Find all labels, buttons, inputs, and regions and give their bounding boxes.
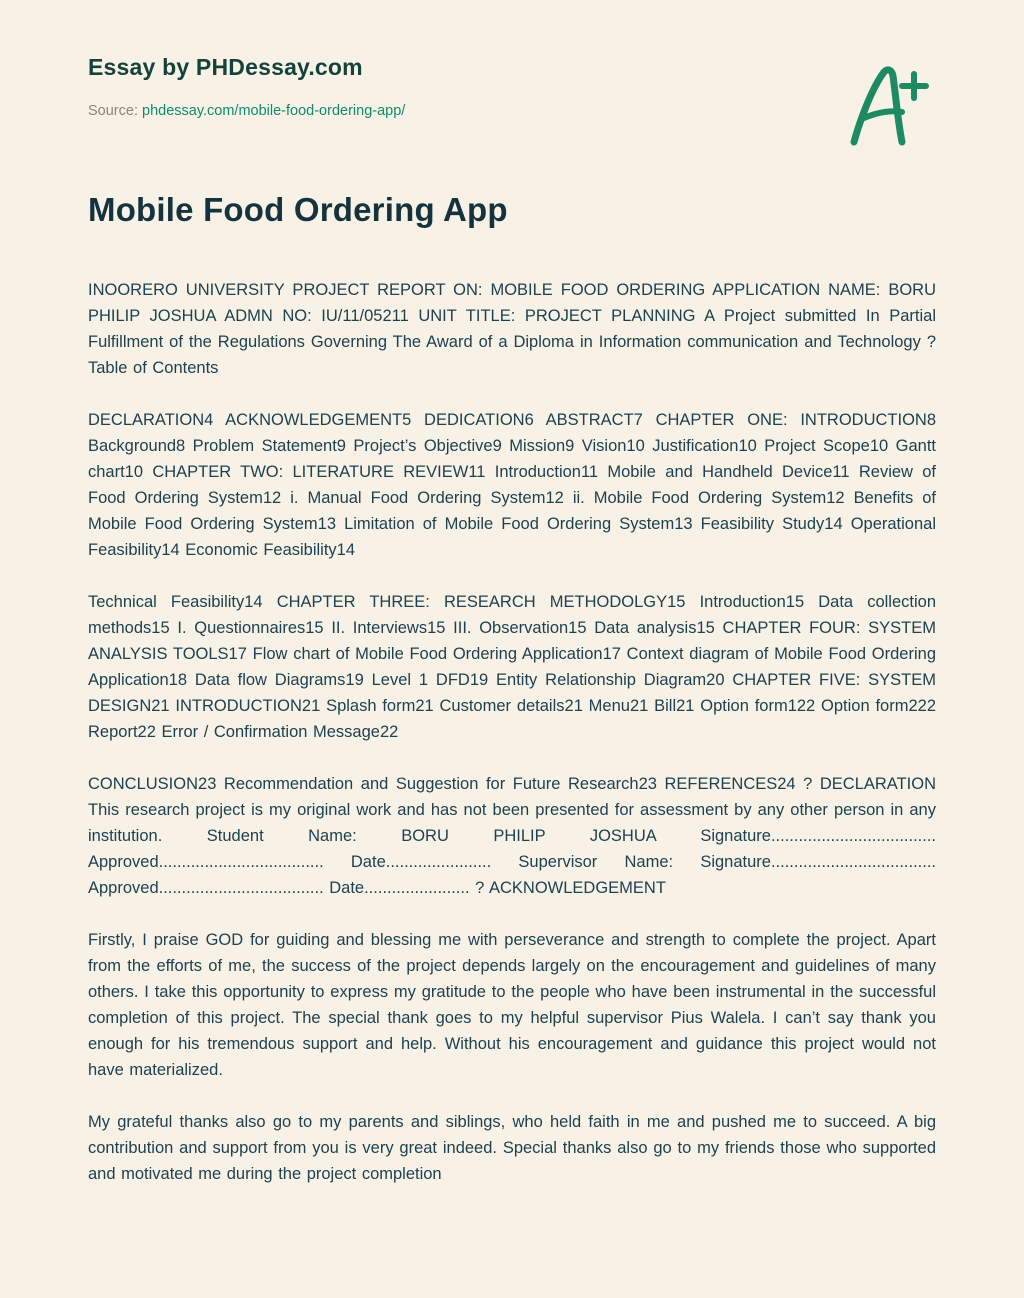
paragraph: CONCLUSION23 Recommendation and Suggestion for Future Research23 REFERENCES24 ? DECLARATION This research project is my original work and has not been presented for assessment by any other person in any institution. Student Name: BORU PHILIP JOSHUA Signature.................................... Approved.................................... Date....................... Supervisor Name: Signature.................................... Approved.................................... Date....................... ? ACKNOWLEDGEMENT — [88, 775, 936, 897]
article-body — [88, 277, 936, 1187]
source-row — [88, 103, 936, 119]
paragraph: INOORERO UNIVERSITY PROJECT REPORT ON: MOBILE FOOD ORDERING APPLICATION NAME: BORU PHILIP JOSHUA ADMN NO: IU/11/05211 UNIT TITLE: PROJECT PLANNING A Project submitted In Partial Fulfillment of the Regulations Governing The Award of a Diploma in Information communication and Technology ? Table of Contents — [88, 281, 936, 377]
a-plus-logo-icon — [840, 60, 936, 156]
phdessay-logo[interactable] — [840, 60, 936, 156]
source-label: Source: — [88, 103, 138, 119]
paragraph: Technical Feasibility14 CHAPTER THREE: RESEARCH METHODOLGY15 Introduction15 Data collection methods15 I. Questionnaires15 II. Interviews15 III. Observation15 Data analysis15 CHAPTER FOUR: SYSTEM ANALYSIS TOOLS17 Flow chart of Mobile Food Ordering Application17 Context diagram of Mobile Food Ordering Application18 Data flow Diagrams19 Level 1 DFD19 Entity Relationship Diagram20 CHAPTER FIVE: SYSTEM DESIGN21 INTRODUCTION21 Splash form21 Customer details21 Menu21 Bill21 Option form122 Option form222 Report22 Error / Confirmation Message22 — [88, 593, 936, 741]
page-title: Mobile Food Ordering App — [88, 191, 508, 228]
paragraph: DECLARATION4 ACKNOWLEDGEMENT5 DEDICATION6 ABSTRACT7 CHAPTER ONE: INTRODUCTION8 Background8 Problem Statement9 Project’s Objective9 Mission9 Vision10 Justification10 Project Scope10 Gantt chart10 CHAPTER TWO: LITERATURE REVIEW11 Introduction11 Mobile and Handheld Device11 Review of Food Ordering System12 i. Manual Food Ordering System12 ii. Mobile Food Ordering System12 Benefits of Mobile Food Ordering System13 Limitation of Mobile Food Ordering System13 Feasibility Study14 Operational Feasibility14 Economic Feasibility14 — [88, 411, 936, 559]
essay-byline: Essay by PHDessay.com — [88, 54, 363, 80]
source-link[interactable]: phdessay.com/mobile-food-ordering-app/ — [142, 103, 406, 119]
paragraph: Firstly, I praise GOD for guiding and blessing me with perseverance and strength to complete the project. Apart from the efforts of me, the success of the project depends largely on the encouragement and guidelines of many others. I take this opportunity to express my gratitude to the people who have been instrumental in the successful completion of this project. The special thank goes to my helpful supervisor Pius Walela. I can’t say thank you enough for his tremendous support and help. Without his encouragement and guidance this project would not have materialized. — [88, 931, 936, 1079]
page-header — [88, 50, 936, 119]
paragraph: My grateful thanks also go to my parents and siblings, who held faith in me and pushed me to succeed. A big contribution and support from you is very great indeed. Special thanks also go to my friends those who supported and motivated me during the project completion — [88, 1113, 936, 1183]
